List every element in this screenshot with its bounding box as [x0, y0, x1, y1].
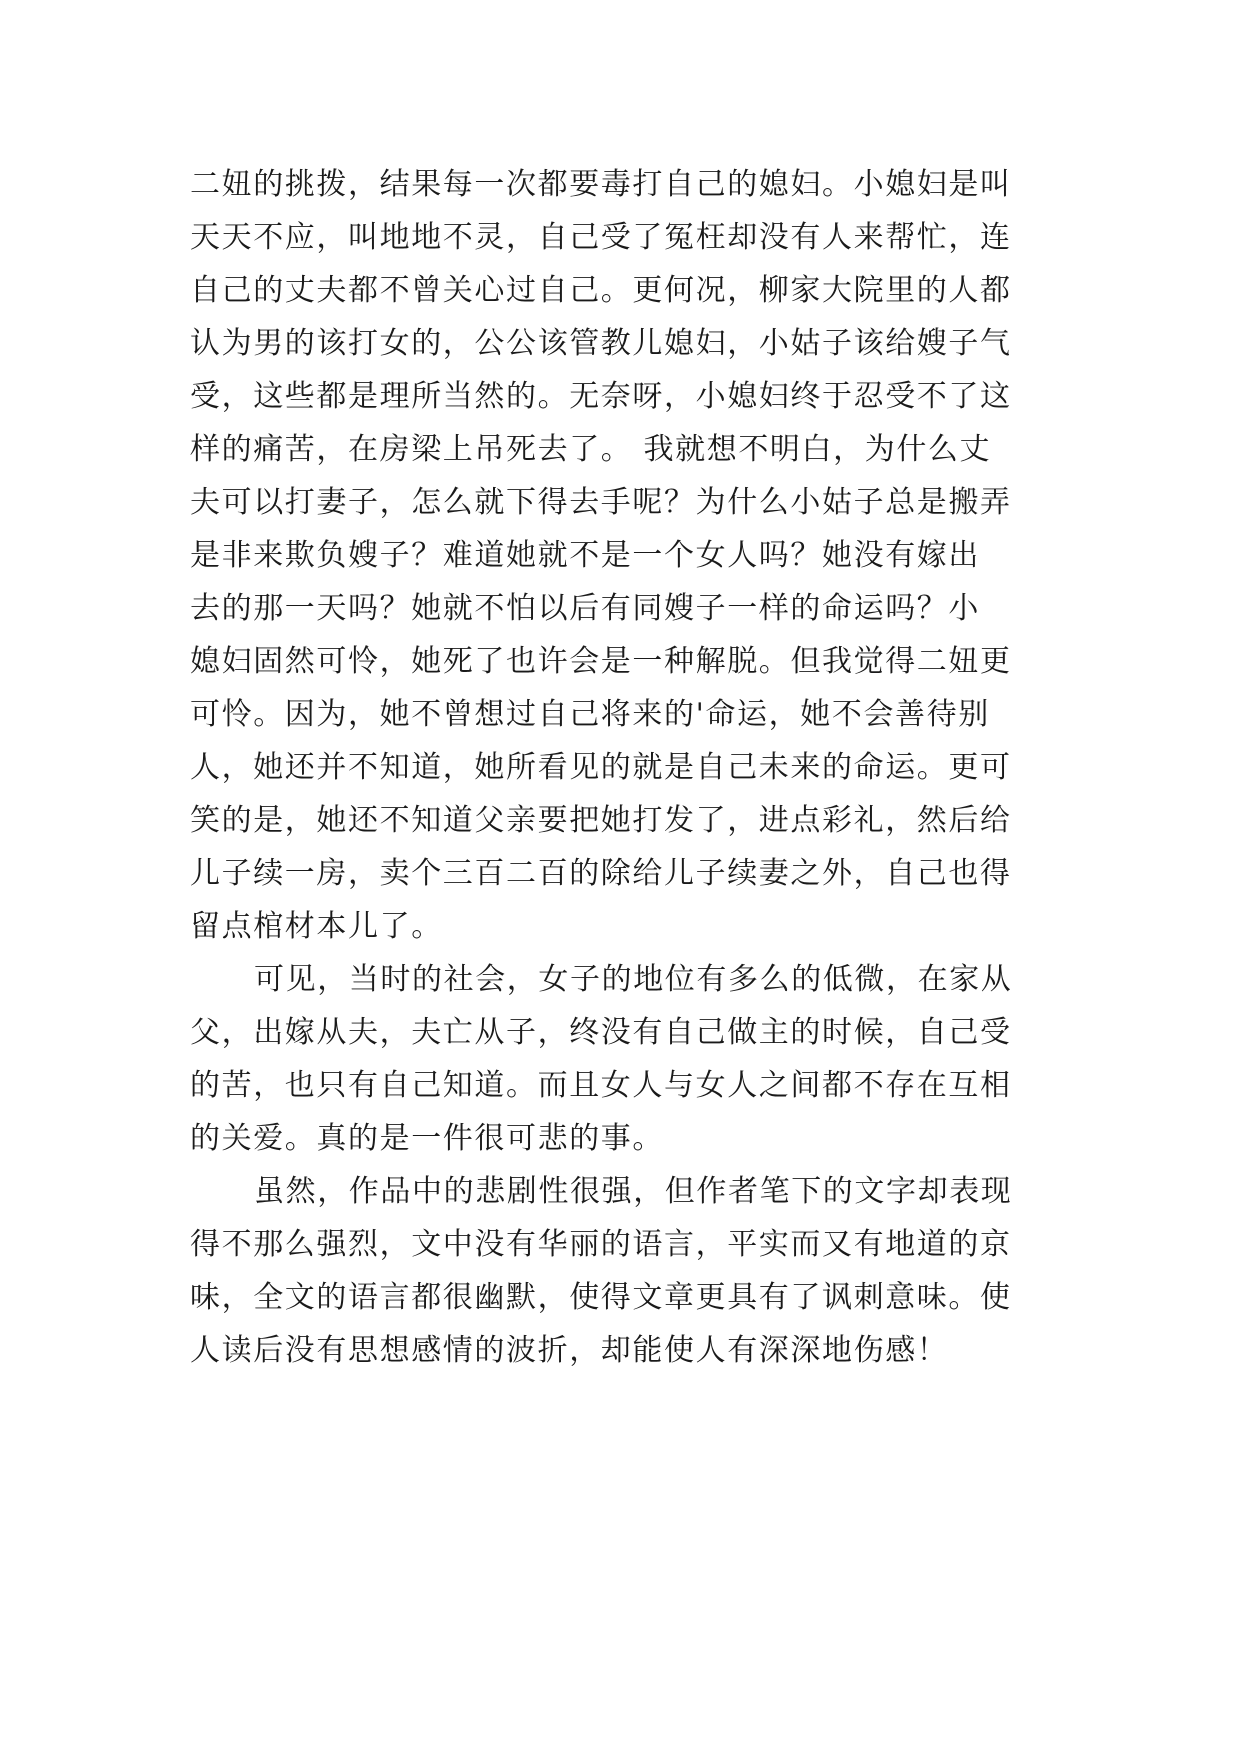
text-line: 夫可以打妻子，怎么就下得去手呢？为什么小姑子总是搬弄 — [190, 485, 1012, 520]
text-line: 的苦，也只有自己知道。而且女人与女人之间都不存在互相 — [190, 1068, 1012, 1103]
text-line: 认为男的该打女的，公公该管教儿媳妇，小姑子该给嫂子气 — [190, 326, 1012, 361]
text-line: 样的痛苦，在房梁上吊死去了。 我就想不明白，为什么丈 — [190, 432, 992, 467]
text-line: 儿子续一房，卖个三百二百的除给儿子续妻之外，自己也得 — [190, 856, 1012, 891]
text-line: 自己的丈夫都不曾关心过自己。更何况，柳家大院里的人都 — [190, 273, 1012, 308]
paragraph-3 — [190, 1165, 1052, 1377]
text-line: 得不那么强烈，文中没有华丽的语言，平实而又有地道的京 — [190, 1227, 1012, 1262]
text-line: 人读后没有思想感情的波折，却能使人有深深地伤感！ — [190, 1333, 949, 1368]
text-line: 笑的是，她还不知道父亲要把她打发了，进点彩礼，然后给 — [190, 803, 1012, 838]
text-line: 人，她还并不知道，她所看见的就是自己未来的命运。更可 — [190, 750, 1012, 785]
text-line: 可怜。因为，她不曾想过自己将来的'命运，她不会善待别 — [190, 697, 990, 732]
text-line: 受，这些都是理所当然的。无奈呀，小媳妇终于忍受不了这 — [190, 379, 1012, 414]
text-line: 媳妇固然可怜，她死了也许会是一种解脱。但我觉得二妞更 — [190, 644, 1012, 679]
document-body — [190, 158, 1052, 1377]
paragraph-2 — [190, 953, 1052, 1165]
text-line: 可见，当时的社会，女子的地位有多么的低微，在家从 — [254, 962, 1013, 997]
text-line: 虽然，作品中的悲剧性很强，但作者笔下的文字却表现 — [254, 1174, 1013, 1209]
text-line: 留点棺材本儿了。 — [190, 909, 443, 944]
text-line: 是非来欺负嫂子？难道她就不是一个女人吗？她没有嫁出 — [190, 538, 980, 573]
text-line: 父，出嫁从夫，夫亡从子，终没有自己做主的时候，自己受 — [190, 1015, 1012, 1050]
text-line: 去的那一天吗？她就不怕以后有同嫂子一样的命运吗？小 — [190, 591, 980, 626]
paragraph-1 — [190, 158, 1052, 953]
text-line: 味，全文的语言都很幽默，使得文章更具有了讽刺意味。使 — [190, 1280, 1012, 1315]
text-line: 的关爱。真的是一件很可悲的事。 — [190, 1121, 664, 1156]
text-line: 二妞的挑拨，结果每一次都要毒打自己的媳妇。小媳妇是叫 — [190, 167, 1012, 202]
text-line: 天天不应，叫地地不灵，自己受了冤枉却没有人来帮忙，连 — [190, 220, 1012, 255]
